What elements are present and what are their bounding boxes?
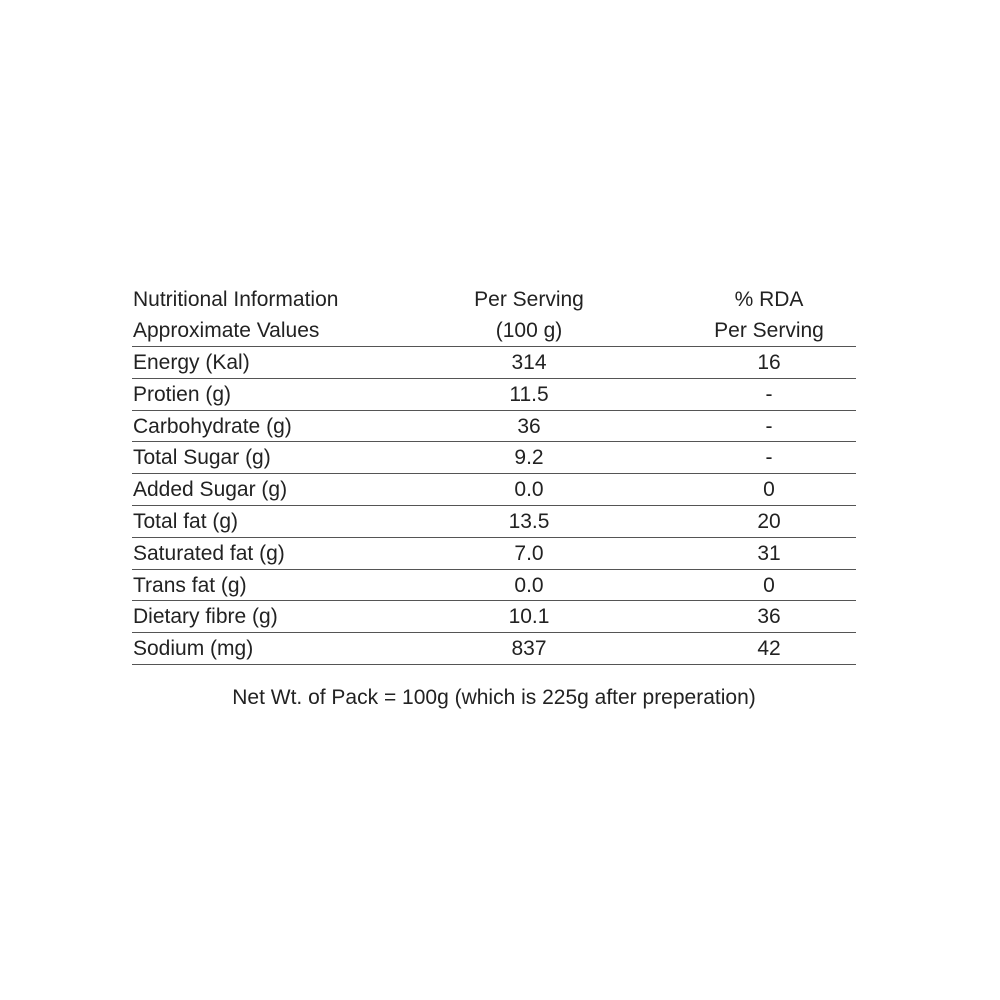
nutrient-name: Dietary fibre (g) [133, 605, 278, 629]
header-rda-line-2: Per Serving [714, 319, 824, 342]
rda-value: 42 [757, 637, 781, 661]
table-row [132, 506, 856, 538]
rda-value: - [765, 382, 773, 406]
rda-value: - [765, 414, 773, 438]
table-row [132, 570, 856, 602]
table-row [132, 442, 856, 474]
rda-value: 20 [757, 509, 781, 533]
table-row [132, 411, 856, 443]
header-nutrient-line-2: Approximate Values [133, 319, 320, 342]
nutrient-name: Sodium (mg) [133, 637, 254, 661]
per-serving-value: 13.5 [508, 509, 550, 533]
rda-value: 31 [757, 541, 781, 565]
nutrient-name: Trans fat (g) [133, 573, 247, 597]
nutrient-name: Added Sugar (g) [133, 478, 288, 502]
rda-value: 16 [757, 351, 781, 374]
per-serving-value: 11.5 [509, 382, 549, 406]
nutrient-name: Total Sugar (g) [133, 446, 271, 470]
per-serving-value: 837 [511, 637, 547, 661]
per-serving-value: 314 [511, 351, 547, 374]
per-serving-value: 0.0 [514, 478, 544, 502]
header-nutrient [133, 284, 338, 346]
header-per-serving [424, 284, 634, 346]
rda-value: 36 [757, 605, 781, 629]
per-serving-value: 10.1 [508, 605, 550, 629]
table-header [132, 282, 856, 347]
header-nutrient-line-1: Nutritional Information [133, 288, 339, 311]
per-serving-value: 9.2 [514, 446, 544, 470]
per-serving-value: 7.0 [514, 541, 544, 565]
nutrient-name: Protien (g) [133, 382, 232, 406]
nutrition-table [132, 282, 856, 665]
table-row [132, 601, 856, 633]
nutrient-name: Energy (Kal) [133, 351, 250, 374]
table-row [132, 538, 856, 570]
table-row [132, 474, 856, 506]
nutrient-name: Total fat (g) [133, 509, 239, 533]
rda-value: 0 [763, 573, 775, 597]
table-row [132, 379, 856, 411]
per-serving-value: 0.0 [514, 573, 544, 597]
nutrient-name: Carbohydrate (g) [133, 414, 292, 438]
rda-value: 0 [763, 478, 775, 502]
net-weight-footnote: Net Wt. of Pack = 100g (which is 225g after preperation) [232, 686, 756, 709]
table-row [132, 633, 856, 665]
per-serving-value: 36 [517, 414, 541, 438]
table-row [132, 347, 856, 379]
header-rda [684, 284, 854, 346]
header-per-serving-line-1: Per Serving [474, 288, 584, 311]
nutrient-name: Saturated fat (g) [133, 541, 285, 565]
header-per-serving-line-2: (100 g) [495, 319, 563, 342]
rda-value: - [765, 446, 773, 470]
header-rda-line-1: % RDA [734, 288, 804, 311]
